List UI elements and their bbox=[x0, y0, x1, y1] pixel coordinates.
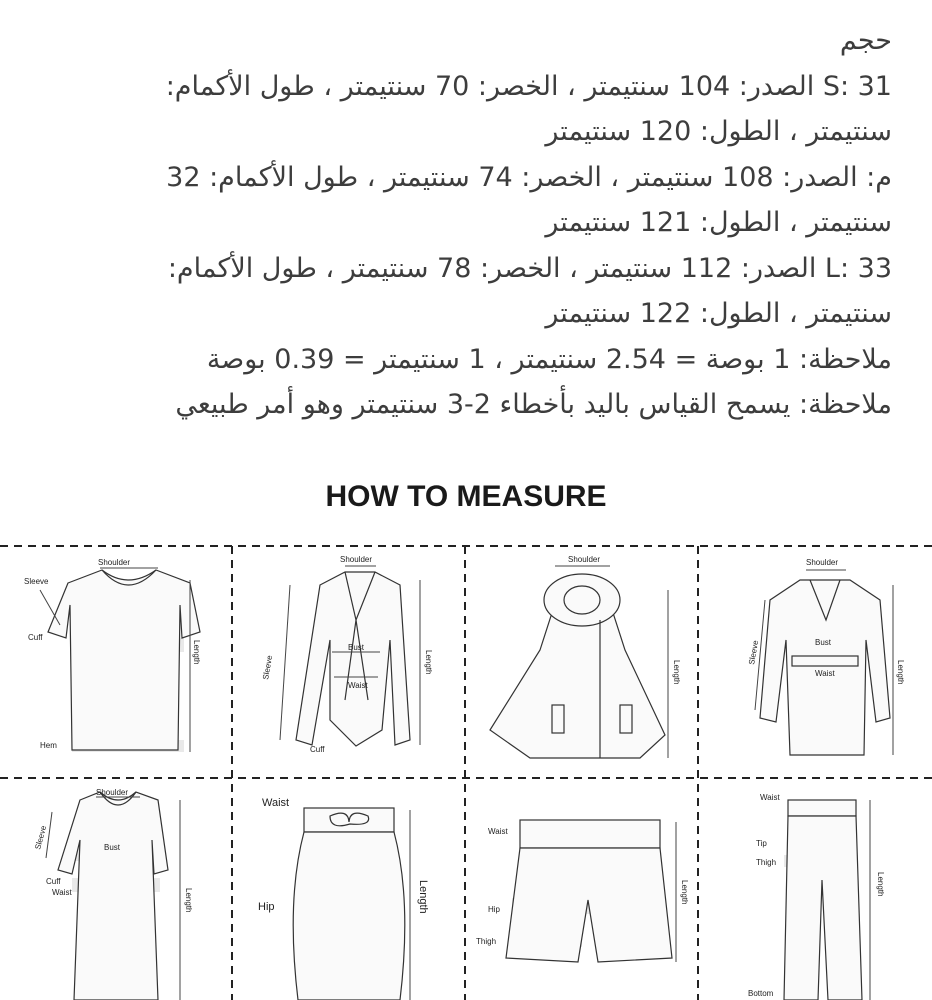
length-label: Length bbox=[896, 660, 905, 685]
waist-label: Waist bbox=[348, 681, 368, 690]
size-line: سنتيمتر ، الطول: 122 سنتيمتر bbox=[545, 298, 892, 329]
thigh-label: Thigh bbox=[476, 937, 497, 946]
length-label: Length bbox=[672, 660, 681, 685]
length-label: Length bbox=[192, 640, 201, 665]
skirt-diagram bbox=[258, 797, 429, 1000]
thigh-label: Thigh bbox=[756, 858, 777, 867]
how-to-measure-title: HOW TO MEASURE bbox=[325, 480, 607, 513]
bust-label: Bust bbox=[348, 643, 365, 652]
tip-label: Tip bbox=[756, 839, 767, 848]
length-label: Length bbox=[680, 880, 689, 905]
cuff-label: Cuff bbox=[46, 877, 61, 886]
length-label: Length bbox=[417, 880, 429, 914]
size-line: سنتيمتر ، الطول: 121 سنتيمتر bbox=[545, 207, 892, 238]
length-label: Length bbox=[424, 650, 433, 675]
waist-label: Waist bbox=[262, 797, 290, 809]
dress-diagram bbox=[33, 788, 193, 1000]
shoulder-label: Shoulder bbox=[98, 558, 131, 567]
size-heading: حجم bbox=[839, 25, 892, 56]
sleeve-label: Sleeve bbox=[261, 654, 275, 681]
hem-label: Hem bbox=[40, 741, 57, 750]
shorts-diagram bbox=[476, 820, 689, 962]
bottom-label: Bottom bbox=[748, 989, 774, 998]
hip-label: Hip bbox=[258, 901, 275, 913]
sleeve-label: Sleeve bbox=[747, 639, 761, 666]
sleeve-label: Sleeve bbox=[33, 824, 49, 851]
length-label: Length bbox=[184, 888, 193, 913]
shoulder-label: Shoulder bbox=[568, 555, 601, 564]
size-line: م: الصدر: 108 سنتيمتر ، الخصر: 74 سنتيمتر ، طول الأكمام: 32 bbox=[166, 161, 892, 193]
shoulder-label: Shoulder bbox=[806, 558, 839, 567]
waist-label: Waist bbox=[488, 827, 508, 836]
waist-label: Waist bbox=[815, 669, 835, 678]
sleeve-label: Sleeve bbox=[24, 577, 49, 586]
size-line: S: 31 الصدر: 104 سنتيمتر ، الخصر: 70 سنتيمتر ، طول الأكمام: bbox=[165, 70, 892, 102]
note-line: ملاحظة: 1 بوصة = 2.54 سنتيمتر ، 1 سنتيمتر = 0.39 بوصة bbox=[206, 343, 892, 375]
size-line: L: 33 الصدر: 112 سنتيمتر ، الخصر: 78 سنتيمتر ، طول الأكمام: bbox=[167, 252, 892, 284]
cuff-label: Cuff bbox=[28, 633, 43, 642]
shoulder-label: Shoulder bbox=[96, 788, 129, 797]
trousers-diagram bbox=[748, 793, 885, 1000]
blazer-diagram bbox=[261, 555, 433, 754]
cape-coat-diagram bbox=[490, 555, 681, 758]
hip-label: Hip bbox=[488, 905, 501, 914]
bust-label: Bust bbox=[104, 843, 121, 852]
note-line: ملاحظة: يسمح القياس باليد بأخطاء 2-3 سنتيمتر وهو أمر طبيعي bbox=[175, 389, 892, 420]
shoulder-label: Shoulder bbox=[340, 555, 373, 564]
tshirt-diagram bbox=[24, 558, 201, 752]
length-label: Length bbox=[876, 872, 885, 897]
size-line: سنتيمتر ، الطول: 120 سنتيمتر bbox=[545, 116, 892, 147]
waist-label: Waist bbox=[52, 888, 72, 897]
waist-label: Waist bbox=[760, 793, 780, 802]
bust-label: Bust bbox=[815, 638, 832, 647]
trench-coat-diagram bbox=[747, 558, 905, 755]
cuff-label: Cuff bbox=[310, 745, 325, 754]
